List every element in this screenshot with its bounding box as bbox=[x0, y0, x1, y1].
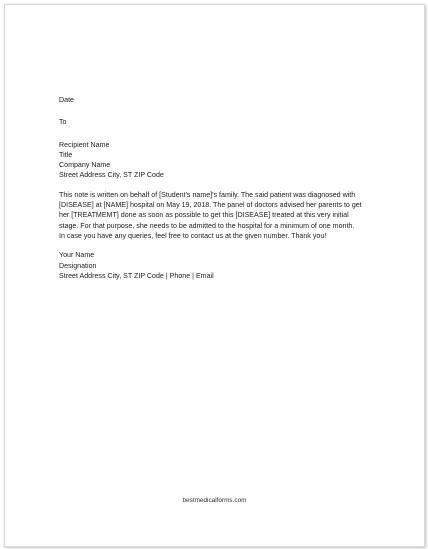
recipient-address: Street Address City, ST ZIP Code bbox=[59, 171, 164, 180]
body-line: her [TREATMEMT] done as soon as possible to get this [DISEASE] treated at this very initial bbox=[59, 211, 349, 220]
sender-name: Your Name bbox=[59, 251, 95, 260]
letter-body bbox=[59, 95, 379, 281]
to-line: To bbox=[59, 118, 67, 127]
footer-website: bestmedicalforms.com bbox=[182, 497, 247, 504]
body-line: In case you have any queries, feel free to contact us at the given number. Thank you! bbox=[59, 231, 327, 240]
sender-designation: Designation bbox=[59, 261, 97, 270]
body-line: stage. For that purpose, she needs to be admitted to the hospital for a minimum of one month. bbox=[59, 221, 355, 230]
recipient-title: Title bbox=[59, 150, 73, 159]
recipient-name: Recipient Name bbox=[59, 140, 110, 149]
body-line: [DISEASE] at [NAME] hospital on May 19, 2018. The panel of doctors advised her parents to get bbox=[59, 201, 362, 210]
body-line: This note is written on behalf of [Student's name]'s family. The said patient was diagnosed with bbox=[59, 190, 356, 199]
sender-address: Street Address City, ST ZIP Code | Phone | Email bbox=[59, 271, 214, 280]
date-line: Date bbox=[59, 96, 74, 104]
recipient-company: Company Name bbox=[59, 161, 111, 170]
document-page bbox=[4, 4, 425, 547]
